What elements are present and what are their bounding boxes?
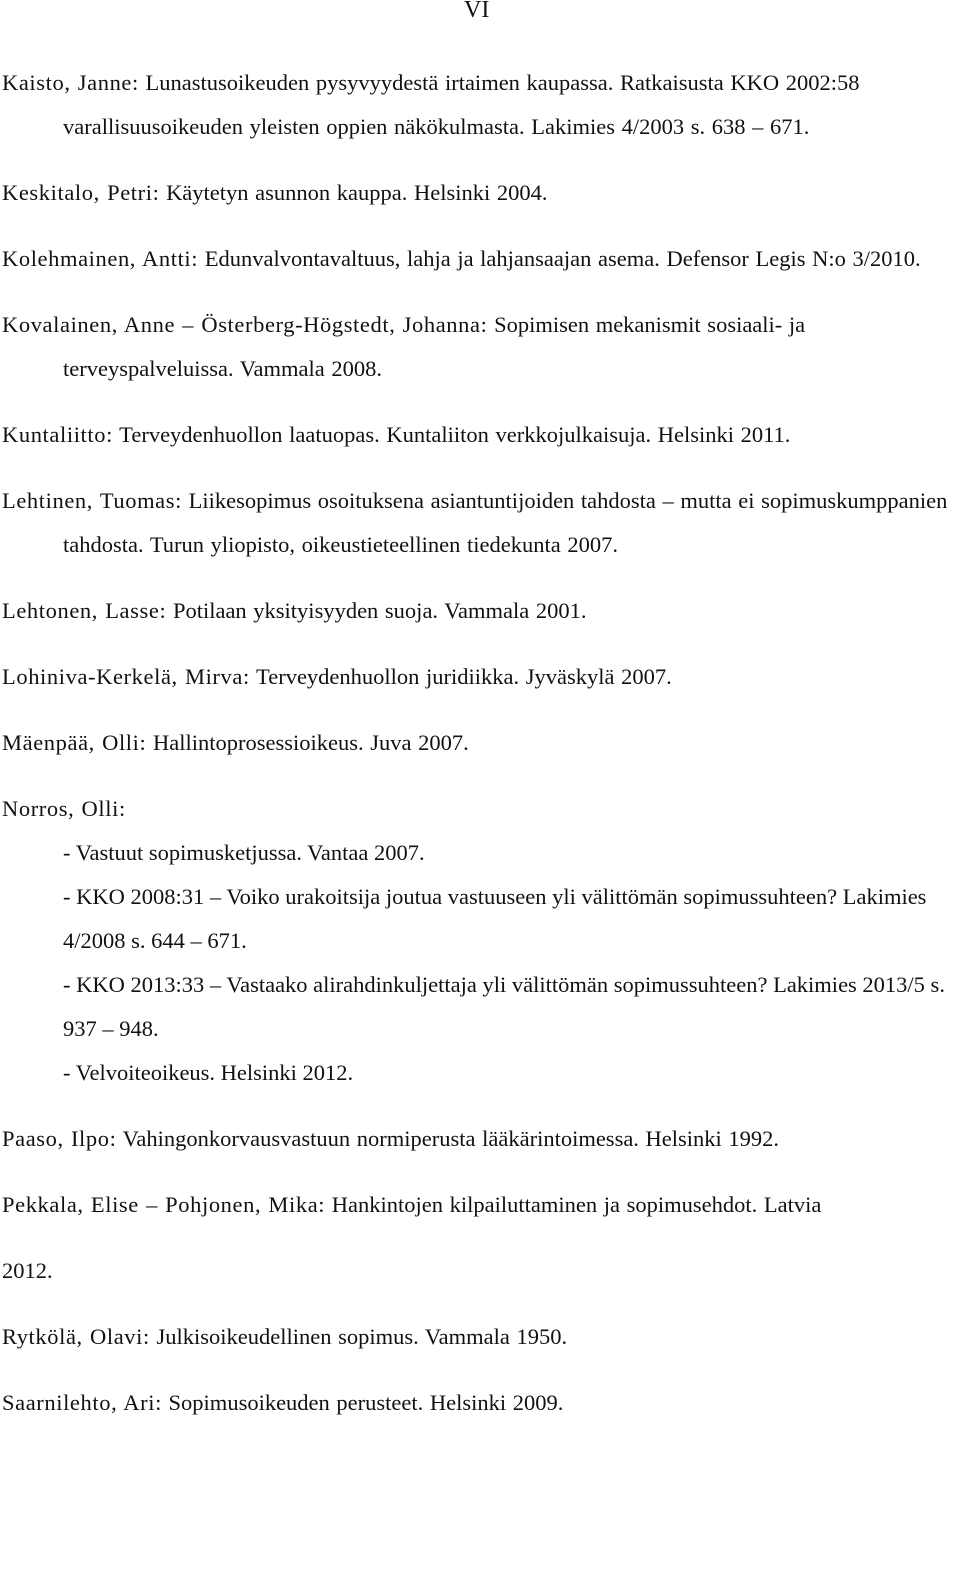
reference-entry [2, 1315, 956, 1359]
reference-text: Käytetyn asunnon kauppa. Helsinki 2004. [159, 180, 548, 205]
sub-reference-entry: - KKO 2008:31 – Voiko urakoitsija joutua vastuuseen yli välittömän sopimussuhteen? Lakimies 4/2008 s. 644 – 671. [63, 884, 927, 953]
reference-entry [2, 61, 956, 149]
reference-author: Paaso, Ilpo: [2, 1126, 117, 1151]
reference-author: Rytkölä, Olavi: [2, 1324, 150, 1349]
reference-entry-continuation [2, 1249, 956, 1293]
sub-reference-entry: - KKO 2013:33 – Vastaako alirahdinkuljettaja yli välittömän sopimussuhteen? Lakimies 2013/5 s. 937 – 948. [63, 972, 945, 1041]
reference-author: Saarnilehto, Ari: [2, 1390, 162, 1415]
sub-reference-entry: - Vastuut sopimusketjussa. Vantaa 2007. [63, 840, 425, 865]
reference-text: Potilaan yksityisyyden suoja. Vammala 2001. [166, 598, 587, 623]
reference-text: 2012. [2, 1258, 53, 1283]
reference-text: Sopimisen mekanismit sosiaali- ja terveyspalveluissa. Vammala 2008. [63, 312, 806, 381]
reference-author: Lohiniva-Kerkelä, Mirva: [2, 664, 250, 689]
reference-entry [2, 589, 956, 633]
reference-entry [2, 721, 956, 765]
reference-text: Sopimusoikeuden perusteet. Helsinki 2009. [161, 1390, 564, 1415]
reference-author: Keskitalo, Petri: [2, 180, 160, 205]
reference-entry [2, 171, 956, 215]
reference-text: Lunastusoikeuden pysyvyydestä irtaimen kaupassa. Ratkaisusta KKO 2002:58 varallisuusoikeuden yleisten oppien näkökulmasta. Lakimies 4/2003 s. 638 – 671. [63, 70, 860, 139]
page-number: VI [464, 0, 490, 23]
reference-text: Hankintojen kilpailuttaminen ja sopimusehdot. Latvia [325, 1192, 822, 1217]
reference-author: Pekkala, Elise – Pohjonen, Mika: [2, 1192, 326, 1217]
sub-reference-entry: - Velvoiteoikeus. Helsinki 2012. [63, 1060, 354, 1085]
reference-text: Julkisoikeudellinen sopimus. Vammala 1950. [149, 1324, 568, 1349]
reference-entry [2, 237, 956, 281]
reference-text: Terveydenhuollon laatuopas. Kuntaliiton verkkojulkaisuja. Helsinki 2011. [112, 422, 791, 447]
reference-text: Edunvalvontavaltuus, lahja ja lahjansaajan asema. Defensor Legis N:o 3/2010. [198, 246, 921, 271]
reference-entry [2, 655, 956, 699]
reference-author: Lehtonen, Lasse: [2, 598, 167, 623]
reference-entry [2, 1381, 956, 1425]
reference-entry [2, 303, 956, 391]
reference-text: Hallintoprosessioikeus. Juva 2007. [146, 730, 469, 755]
reference-entry [2, 479, 956, 567]
reference-entry [2, 787, 956, 831]
reference-text: Terveydenhuollon juridiikka. Jyväskylä 2007. [249, 664, 672, 689]
reference-entry [2, 413, 956, 457]
reference-author: Lehtinen, Tuomas: [2, 488, 182, 513]
reference-author: Kovalainen, Anne – Österberg-Högstedt, Johanna: [2, 312, 488, 337]
reference-author: Mäenpää, Olli: [2, 730, 147, 755]
reference-list [2, 61, 956, 1425]
reference-entry [2, 1183, 956, 1227]
reference-author: Kaisto, Janne: [2, 70, 139, 95]
reference-text: Liikesopimus osoituksena asiantuntijoiden tahdosta – mutta ei sopimuskumppanien tahdosta. Turun yliopisto, oikeustieteellinen tiedekunta 2007. [63, 488, 948, 557]
reference-author: Norros, Olli: [2, 796, 126, 821]
reference-entry [2, 1117, 956, 1161]
reference-author: Kuntaliitto: [2, 422, 113, 447]
reference-text: Vahingonkorvausvastuun normiperusta lääkärintoimessa. Helsinki 1992. [116, 1126, 780, 1151]
reference-author: Kolehmainen, Antti: [2, 246, 199, 271]
